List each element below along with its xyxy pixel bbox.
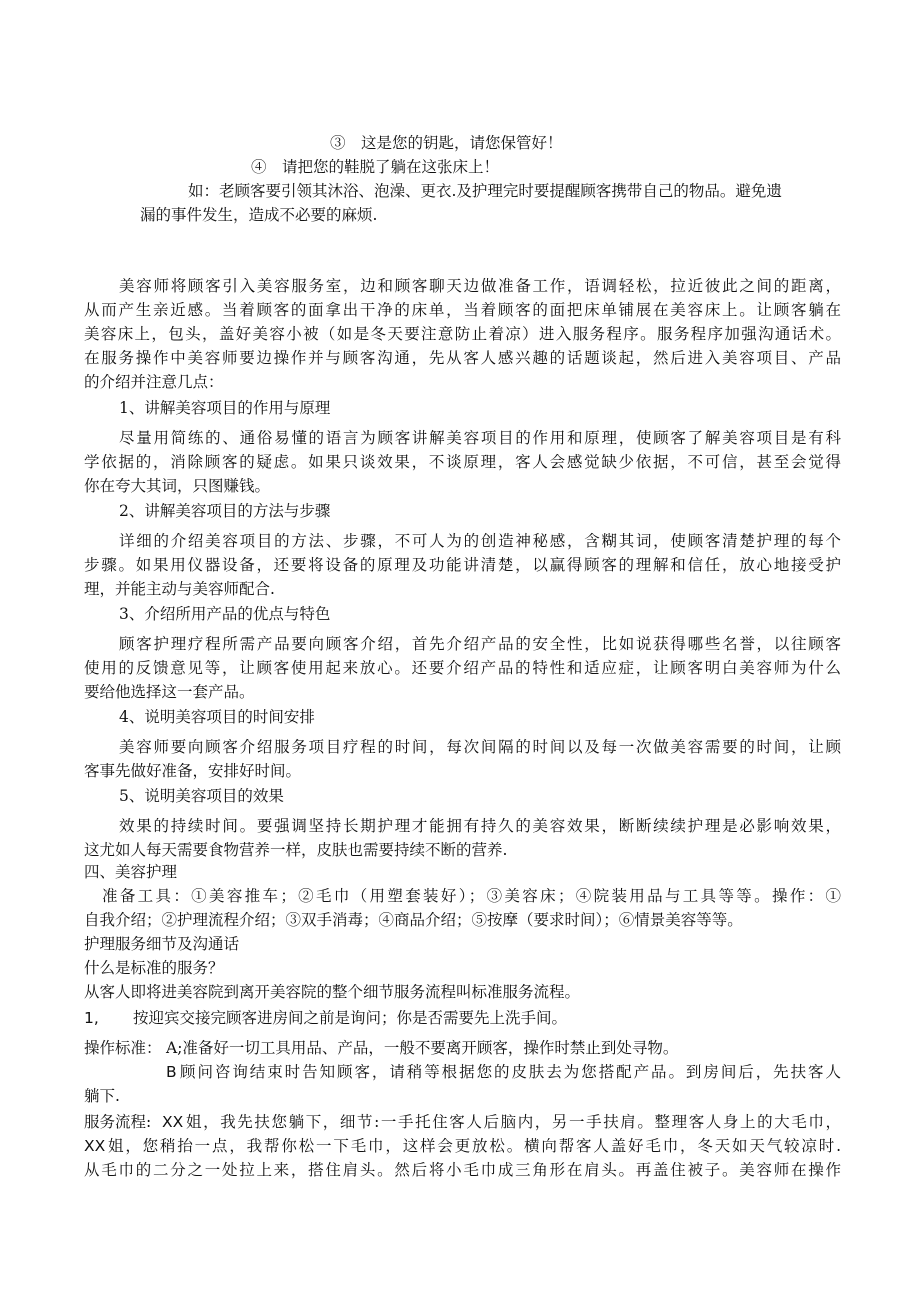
- section-heading-1: 1、讲解美容项目的作用与原理: [119, 399, 331, 417]
- list-item-3: ③ 这是您的钥匙，请您保管好！: [330, 134, 563, 152]
- intro-line: 从而产生亲近感。当着顾客的面拿出干净的床单，当着顾客的面把床单铺展在美容床上。让顾客躺在: [84, 301, 841, 319]
- step-number: 1,: [84, 1009, 99, 1027]
- op-standard-b: 躺下.: [84, 1087, 120, 1105]
- flow-line: 姐，我先扶您躺下，细节:一手托住客人后脑内，另一手扶肩。整理客人身上的大毛巾，: [186, 1113, 841, 1131]
- section-line: 理，并能主动与美容师配合.: [84, 580, 275, 598]
- section-line: 使用的反馈意见等，让顾客使用起来放心。还要介绍产品的特性和适应症，让顾客明白美容师为什么: [84, 659, 841, 677]
- section-heading-4: 4、说明美容项目的时间安排: [119, 708, 315, 726]
- note-line-2: 漏的事件发生，造成不必要的麻烦.: [140, 206, 378, 224]
- answer-line: 从客人即将进美容院到离开美容院的整个细节服务流程叫标准服务流程。: [84, 983, 581, 1001]
- flow-xx: XX: [162, 1113, 184, 1131]
- section-line: 这尤如人每天需要食物营养一样，皮肤也需要持续不断的营养.: [84, 841, 508, 859]
- flow-xx: XX: [84, 1137, 106, 1155]
- intro-line: 美容床上，包头，盖好美容小被（如是冬天要注意防止着凉）进入服务程序。服务程序加强沟通话术。: [84, 325, 841, 343]
- op-standard-a: A;准备好一切工具用品、产品，一般不要离开顾客，操作时禁止到处寻物。: [166, 1039, 679, 1057]
- detail-heading: 护理服务细节及沟通话: [84, 935, 240, 953]
- part4-heading: 四、美容护理: [84, 863, 178, 881]
- section-line: 效果的持续时间。要强调坚持长期护理才能拥有持久的美容效果，断断续续护理是必影响效果，: [119, 817, 841, 835]
- tools-line: 准备工具：①美容推车；②毛巾（用塑套装好）；③美容床；④院装用品与工具等等。操作：①: [102, 887, 841, 905]
- op-label: 操作标准：: [84, 1039, 162, 1057]
- section-line: 美容师要向顾客介绍服务项目疗程的时间，每次间隔的时间以及每一次做美容需要的时间，让顾: [119, 738, 841, 756]
- flow-line: 从毛巾的二分之一处拉上来，搭住肩头。然后将小毛巾成三角形在肩头。再盖住被子。美容师在操作: [84, 1161, 841, 1179]
- section-line: 详细的介绍美容项目的方法、步骤，不可人为的创造神秘感，含糊其词，使顾客清楚护理的每个: [119, 532, 841, 550]
- section-line: 顾客护理疗程所需产品要向顾客介绍，首先介绍产品的安全性，比如说获得哪些名誉，以往顾客: [119, 635, 841, 653]
- intro-line: 在服务操作中美容师要边操作并与顾客沟通，先从客人感兴趣的话题谈起，然后进入美容项目、产品: [84, 349, 841, 367]
- intro-line: 的介绍并注意几点：: [84, 373, 224, 391]
- section-line: 你在夸大其词，只图赚钱。: [84, 477, 271, 495]
- section-heading-5: 5、说明美容项目的效果: [119, 787, 284, 805]
- note-line-1: 如：老顾客要引领其沐浴、泡澡、更衣.及护理完时要提醒顾客携带自己的物品。避免遗: [188, 182, 782, 200]
- step-text: 按迎宾交接完顾客进房间之前是询问；你是否需要先上洗手间。: [133, 1009, 568, 1027]
- section-line: 学依据的，消除顾客的疑虑。如果只谈效果，不谈原理，客人会感觉缺少依据，不可信，甚至会觉得: [84, 453, 841, 471]
- section-line: 要给他选择这一套产品。: [84, 683, 255, 701]
- flow-line: 姐，您稍抬一点，我帮你松一下毛巾，这样会更放松。横向帮客人盖好毛巾，冬天如天气较凉时.: [108, 1137, 841, 1155]
- op-standard-b: 顾问咨询结束时告知顾客，请稍等根据您的皮肤去为您搭配产品。到房间后，先扶客人: [180, 1063, 841, 1081]
- op-standard-b-letter: B: [166, 1063, 177, 1081]
- intro-line: 美容师将顾客引入美容服务室，边和顾客聊天边做准备工作，语调轻松，拉近彼此之间的距离，: [119, 277, 841, 295]
- tools-line: 自我介绍；②护理流程介绍；③双手消毒；④商品介绍；⑤按摩（要求时间）；⑥情景美容等等。: [84, 911, 743, 929]
- question-line: 什么是标准的服务？: [84, 959, 224, 977]
- list-item-4: ④ 请把您的鞋脱了躺在这张床上！: [251, 158, 500, 176]
- section-line: 尽量用简练的、通俗易懂的语言为顾客讲解美容项目的作用和原理，使顾客了解美容项目是有科: [119, 429, 841, 447]
- section-line: 客事先做好准备，安排好时间。: [84, 762, 302, 780]
- section-line: 步骤。如果用仪器设备，还要将设备的原理及功能讲清楚，以赢得顾客的理解和信任，放心地接受护: [84, 556, 841, 574]
- flow-label: 服务流程:: [84, 1113, 152, 1131]
- section-heading-2: 2、讲解美容项目的方法与步骤: [119, 502, 331, 520]
- section-heading-3: 3、介绍所用产品的优点与特色: [119, 605, 331, 623]
